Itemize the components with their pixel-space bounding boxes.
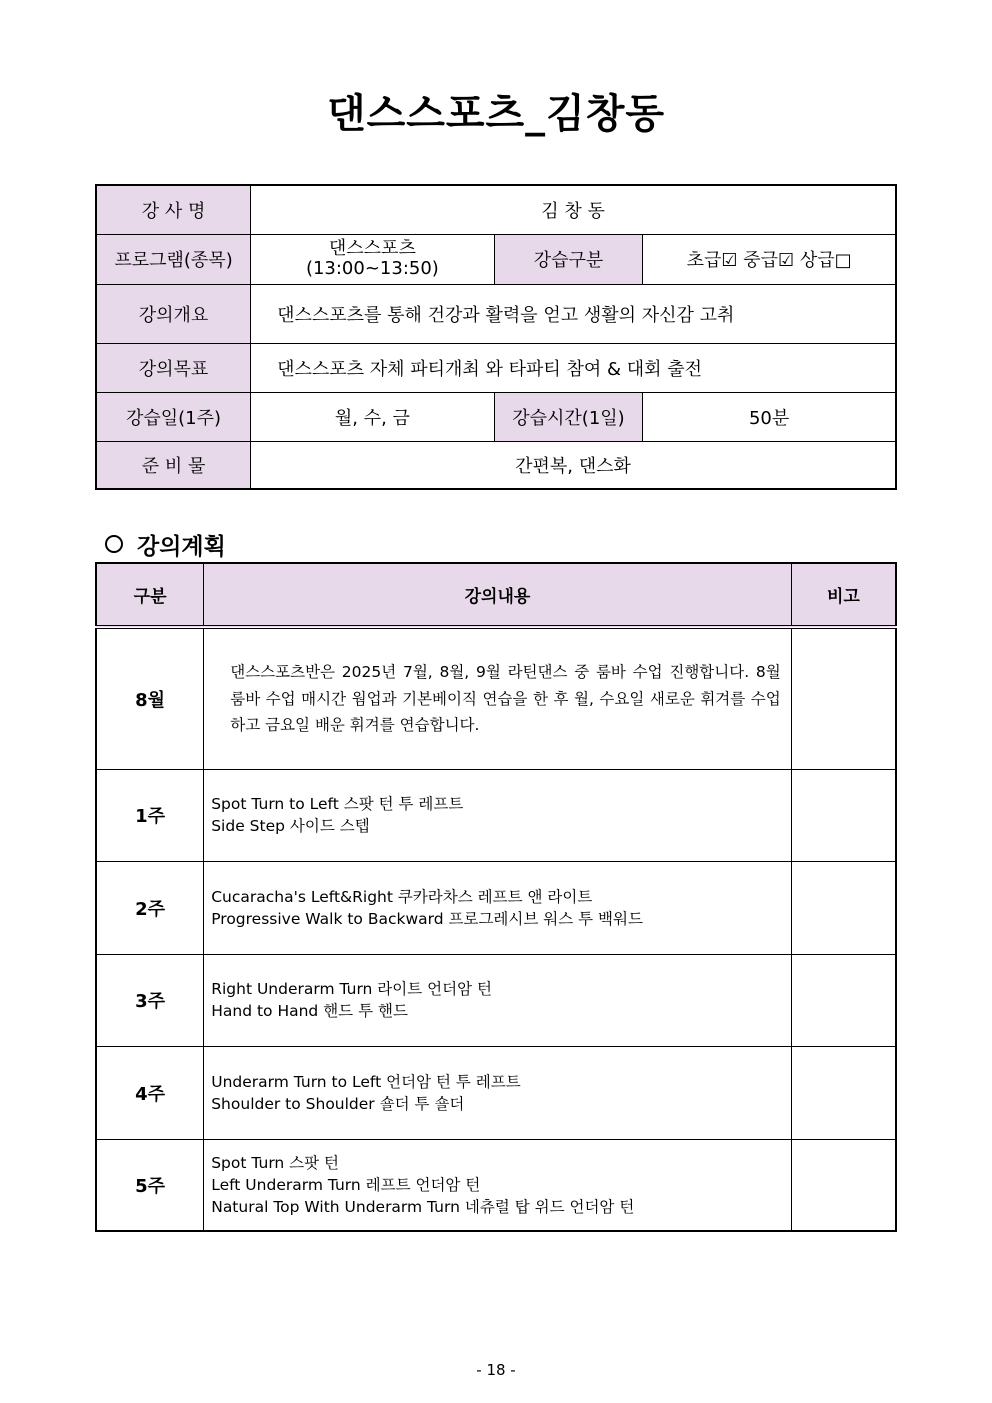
week-content	[204, 769, 792, 861]
overview-value: 댄스스포츠를 통해 건강과 활력을 얻고 생활의 자신감 고취	[251, 284, 896, 343]
content-line: Underarm Turn to Left 언더암 턴 투 레프트	[211, 1072, 521, 1091]
content-line: Hand to Hand 핸드 투 핸드	[211, 1002, 408, 1020]
duration-value: 50분	[643, 392, 896, 441]
program-value	[251, 234, 495, 284]
overview-label: 강의개요	[96, 284, 251, 343]
level-label: 강습구분	[494, 234, 643, 284]
table-row	[96, 954, 896, 1046]
content-line: Side Step 사이드 스텝	[211, 817, 370, 835]
content-line: Progressive Walk to Backward 프로그레시브 워스 투 백워드	[211, 909, 643, 928]
note-cell	[791, 627, 896, 769]
content-line: Cucaracha's Left&Right 쿠카라차스 레프트 앤 라이트	[211, 887, 593, 906]
row-label: 5주	[96, 1139, 204, 1231]
instructor-value: 김 창 동	[251, 185, 896, 234]
content-line: Right Underarm Turn 라이트 언더암 턴	[211, 980, 492, 998]
days-value: 월, 수, 금	[251, 392, 495, 441]
page-number: - 18 -	[476, 1361, 516, 1379]
row-label: 4주	[96, 1046, 204, 1139]
week-content	[204, 1139, 792, 1231]
note-cell	[791, 861, 896, 954]
table-row	[96, 627, 896, 769]
lesson-plan-table	[95, 562, 897, 1232]
table-row	[96, 1046, 896, 1139]
program-time: (13:00~13:50)	[305, 258, 439, 279]
table-row	[96, 769, 896, 861]
table-row	[96, 861, 896, 954]
table-row	[96, 1139, 896, 1231]
circle-bullet-icon	[105, 535, 123, 553]
section-heading	[105, 528, 226, 561]
goal-label: 강의목표	[96, 343, 251, 392]
program-label: 프로그램(종목)	[96, 234, 251, 284]
header-category: 구분	[96, 563, 204, 627]
level-value: 초급☑ 중급☑ 상급□	[643, 234, 896, 284]
content-line: Natural Top With Underarm Turn 네츄럴 탑 위드 언더암 턴	[211, 1197, 635, 1216]
supplies-label: 준 비 물	[96, 441, 251, 489]
supplies-value: 간편복, 댄스화	[251, 441, 896, 489]
goal-value: 댄스스포츠 자체 파티개최 와 타파티 참여 & 대회 출전	[251, 343, 896, 392]
header-note: 비고	[791, 563, 896, 627]
row-label: 3주	[96, 954, 204, 1046]
course-info-table	[95, 184, 897, 490]
week-content	[204, 954, 792, 1046]
content-line: Shoulder to Shoulder 숄더 투 숄더	[211, 1094, 465, 1113]
note-cell	[791, 769, 896, 861]
intro-text: 댄스스포츠반은 2025년 7월, 8월, 9월 라틴댄스 중 룸바 수업 진행합니다. 8월 룸바 수업 매시간 웜업과 기본베이직 연습을 한 후 월, 수요일 새로운 휘겨를 수업하고 금요일 배운 휘겨를 연습합니다.	[204, 627, 792, 769]
week-content	[204, 861, 792, 954]
content-line: Spot Turn 스팟 턴	[211, 1153, 340, 1172]
content-line: Spot Turn to Left 스팟 턴 투 레프트	[211, 795, 464, 813]
note-cell	[791, 954, 896, 1046]
row-label: 2주	[96, 861, 204, 954]
page-title: 댄스스포츠_김창동	[326, 91, 666, 137]
note-cell	[791, 1046, 896, 1139]
section-title: 강의계획	[137, 534, 226, 560]
note-cell	[791, 1139, 896, 1231]
days-label: 강습일(1주)	[96, 392, 251, 441]
duration-label: 강습시간(1일)	[494, 392, 643, 441]
header-content: 강의내용	[204, 563, 792, 627]
row-label: 8월	[96, 627, 204, 769]
content-line: Left Underarm Turn 레프트 언더암 턴	[211, 1175, 481, 1194]
instructor-label: 강 사 명	[96, 185, 251, 234]
row-label: 1주	[96, 769, 204, 861]
program-name: 댄스스포츠	[328, 238, 416, 259]
week-content	[204, 1046, 792, 1139]
